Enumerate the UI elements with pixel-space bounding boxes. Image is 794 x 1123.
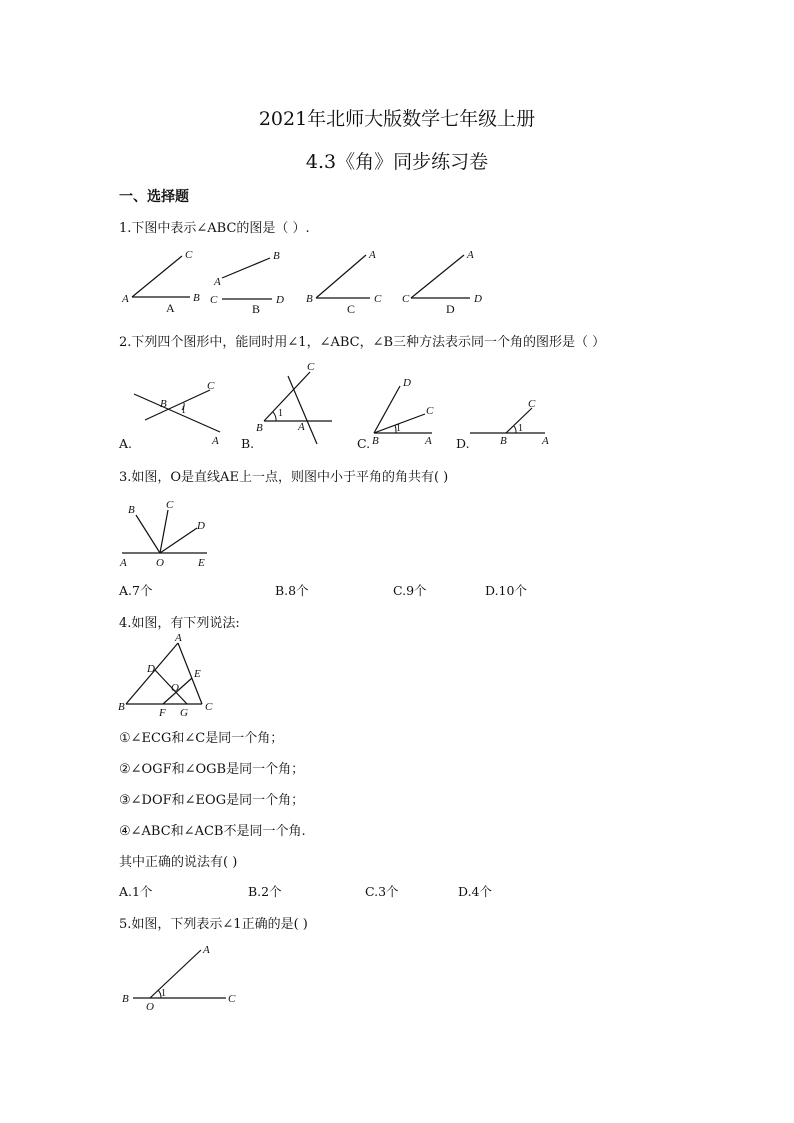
q3-option-b: B.8个 — [275, 583, 309, 598]
question-2-text: 2.下列四个图形中，能同时用∠1，∠ABC，∠B三种方法表示同一个角的图形是（ ） — [119, 335, 606, 350]
question-5-text: 5.如图，下列表示∠1正确的是( ) — [119, 917, 308, 932]
q1b-label-b: B — [273, 250, 280, 262]
q4-label-a: A — [175, 632, 182, 644]
document-subtitle: 4.3《角》同步练习卷 — [305, 151, 489, 173]
q3-label-d: D — [197, 520, 205, 532]
q2a-label-a: A — [212, 435, 219, 447]
q3-label-o: O — [156, 557, 164, 569]
q4-label-o: O — [171, 682, 179, 694]
q3-label-c: C — [166, 499, 174, 511]
q3-label-e: E — [198, 557, 205, 569]
section-heading: 一、选择题 — [119, 189, 189, 205]
q4-label-e: E — [194, 668, 201, 680]
q5-label-c: C — [228, 993, 236, 1005]
q2d-label-1: 1 — [518, 423, 523, 434]
q2b-label-a: A — [298, 421, 305, 433]
q2d-label-b: B — [500, 435, 507, 447]
q1c-label-b: B — [306, 293, 313, 305]
q2-option-d: D. — [456, 436, 470, 451]
q4-ask: 其中正确的说法有( ) — [119, 855, 238, 870]
q1c-label-a: A — [369, 249, 376, 261]
q4-label-d: D — [147, 663, 155, 675]
q1a-caption: A — [166, 301, 175, 315]
q3-option-c: C.9个 — [393, 583, 427, 598]
q4-label-g: G — [180, 707, 188, 719]
q1b-label-a: A — [214, 276, 221, 288]
q4-statement-1: ①∠ECG和∠C是同一个角； — [119, 731, 284, 746]
q1b-label-d: D — [276, 294, 284, 306]
q2-option-b: B. — [241, 436, 255, 451]
q1d-label-a: A — [467, 249, 474, 261]
question-1-text: 1.下图中表示∠ABC的图是（ ）. — [119, 221, 310, 236]
q5-label-1: 1 — [161, 988, 166, 999]
q2a-label-c: C — [207, 380, 215, 392]
q4-statement-3: ③∠DOF和∠EOG是同一个角； — [119, 793, 305, 808]
document-title: 2021年北师大版数学七年级上册 — [258, 108, 536, 130]
q4-label-b: B — [118, 701, 125, 713]
q1d-caption: D — [446, 302, 455, 316]
q2a-label-b: B — [160, 398, 167, 410]
question-3-text: 3.如图，O是直线AE上一点，则图中小于平角的角共有( ) — [119, 470, 449, 485]
question-4-text: 4.如图，有下列说法: — [119, 616, 240, 631]
q2-option-c: C. — [357, 436, 371, 451]
q2b-label-1: 1 — [278, 408, 283, 419]
q3-option-a: A.7个 — [119, 583, 153, 598]
q1b-label-c: C — [210, 294, 218, 306]
q2c-label-c: C — [426, 405, 434, 417]
q2c-label-b: B — [372, 435, 379, 447]
q5-ray-oa — [150, 950, 201, 998]
q4-option-a: A.1个 — [119, 884, 153, 899]
q4-option-c: C.3个 — [365, 884, 399, 899]
q2a-label-1: 1 — [181, 405, 186, 416]
q1d-label-d: D — [474, 293, 482, 305]
q4-statement-2: ②∠OGF和∠OGB是同一个角； — [119, 762, 305, 777]
q2-option-a: A. — [119, 436, 133, 451]
q4-option-b: B.2个 — [248, 884, 282, 899]
q5-label-o: O — [146, 1001, 154, 1013]
q2b-label-c: C — [307, 361, 315, 373]
q5-label-a: A — [203, 944, 210, 956]
q2c-label-d: D — [403, 377, 411, 389]
q2c-label-1: 1 — [396, 423, 401, 434]
q5-label-b: B — [122, 993, 129, 1005]
q4-label-f: F — [159, 707, 166, 719]
q1a-label-c: C — [185, 249, 193, 261]
q2d-label-a: A — [542, 435, 549, 447]
q1a-label-a: A — [122, 293, 129, 305]
q1a-label-b: B — [193, 292, 200, 304]
q3-option-d: D.10个 — [485, 583, 527, 598]
q1d-label-c: C — [402, 293, 410, 305]
q4-label-c: C — [205, 701, 213, 713]
q1c-label-c: C — [374, 293, 382, 305]
q3-label-b: B — [128, 504, 135, 516]
q1c-caption: C — [347, 302, 356, 316]
q4-option-d: D.4个 — [458, 884, 493, 899]
q2d-label-c: C — [528, 398, 536, 410]
q2c-label-a: A — [425, 435, 432, 447]
q1b-caption: B — [252, 302, 261, 316]
q4-statement-4: ④∠ABC和∠ACB不是同一个角. — [119, 824, 306, 839]
q2b-label-b: B — [256, 422, 263, 434]
q3-label-a: A — [120, 557, 127, 569]
